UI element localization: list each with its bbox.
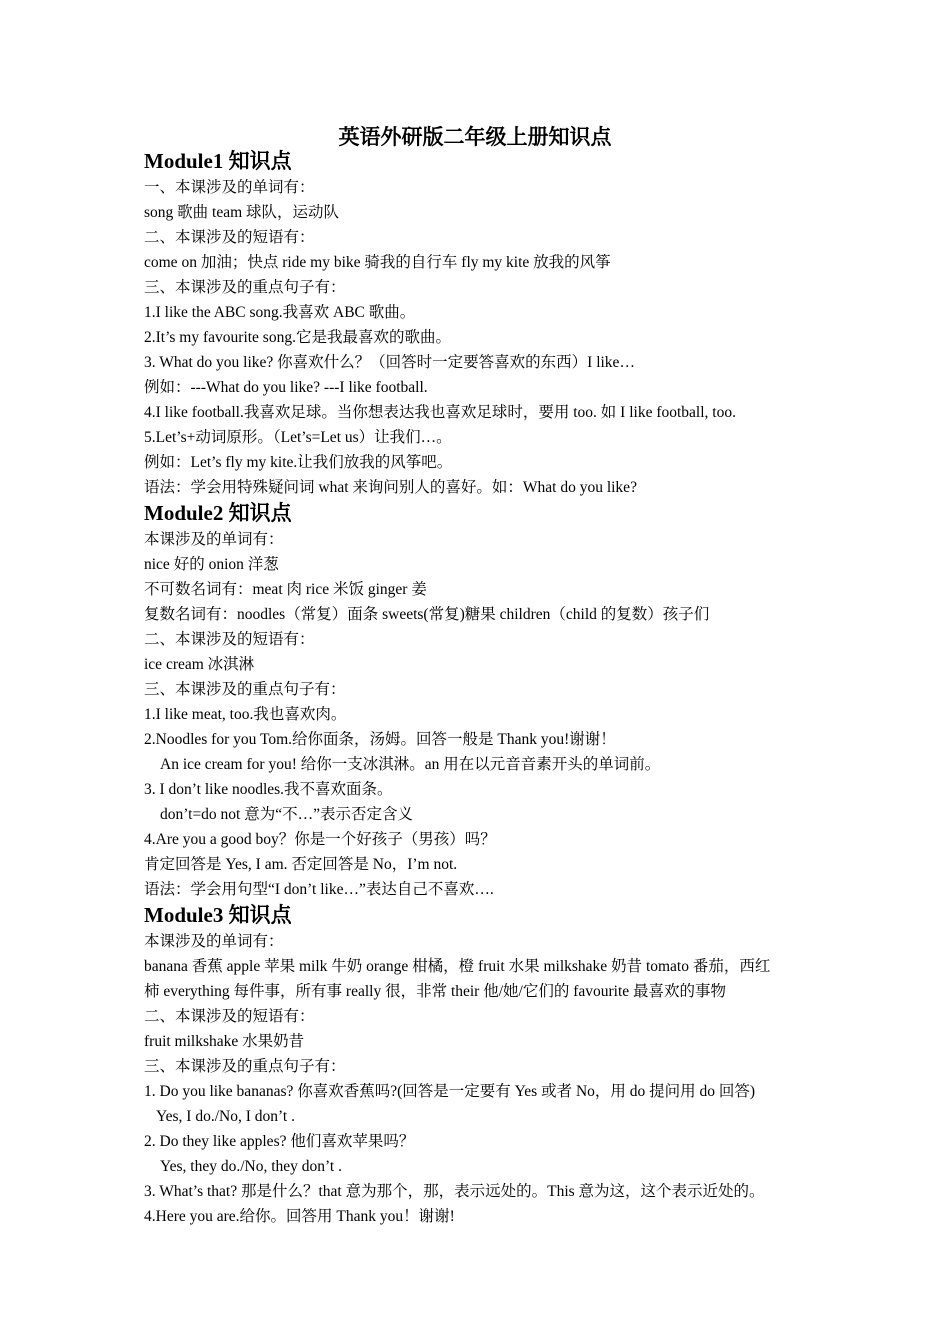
text-line: 复数名词有：noodles（常复）面条 sweets(常复)糖果 children（child 的复数）孩子们 [144, 606, 710, 623]
text-line: 一、本课涉及的单词有： [144, 179, 315, 196]
text-line: Yes, I do./No, I don’t . [156, 1108, 295, 1125]
text-line: An ice cream for you! 给你一支冰淇淋。an 用在以元音音素开头的单词前。 [160, 756, 661, 773]
text-line: 二、本课涉及的短语有： [144, 631, 315, 648]
text-line: 1.I like the ABC song.我喜欢 ABC 歌曲。 [144, 304, 416, 321]
text-line: 语法：学会用句型“I don’t like…”表达自己不喜欢…. [144, 881, 494, 898]
text-line: 例如：---What do you like? ---I like football. [144, 379, 428, 396]
text-line: 4.Are you a good boy？你是一个好孩子（男孩）吗？ [144, 831, 496, 848]
text-line: 本课涉及的单词有： [144, 933, 284, 950]
text-line: 肯定回答是 Yes, I am. 否定回答是 No，I’m not. [144, 856, 458, 873]
text-line: fruit milkshake 水果奶昔 [144, 1033, 305, 1050]
text-line: 4.I like football.我喜欢足球。当你想表达我也喜欢足球时，要用 too. 如 I like football, too. [144, 404, 736, 421]
text-line: Yes, they do./No, they don’t . [160, 1158, 342, 1175]
text-line: ice cream 冰淇淋 [144, 656, 255, 673]
text-line: song 歌曲 team 球队，运动队 [144, 204, 340, 221]
text-line: 三、本课涉及的重点句子有： [144, 1058, 346, 1075]
text-line: banana 香蕉 apple 苹果 milk 牛奶 orange 柑橘，橙 fruit 水果 milkshake 奶昔 tomato 番茄，西红 [144, 958, 771, 975]
module-heading: Module2 知识点 [144, 501, 292, 525]
text-line: 不可数名词有：meat 肉 rice 米饭 ginger 姜 [144, 581, 427, 598]
text-line: 2.Noodles for you Tom.给你面条，汤姆。回答一般是 Thank you!谢谢！ [144, 731, 616, 748]
text-line: 2.It’s my favourite song.它是我最喜欢的歌曲。 [144, 329, 451, 346]
module-section [144, 148, 824, 500]
text-line: 例如：Let’s fly my kite.让我们放我的风筝吧。 [144, 454, 453, 471]
text-line: 三、本课涉及的重点句子有： [144, 279, 346, 296]
text-line: 本课涉及的单词有： [144, 531, 284, 548]
module-section [144, 902, 824, 1229]
text-line: 1.I like meat, too.我也喜欢肉。 [144, 706, 347, 723]
text-line: 二、本课涉及的短语有： [144, 1008, 315, 1025]
text-line: 2. Do they like apples? 他们喜欢苹果吗？ [144, 1133, 415, 1150]
text-line: 1. Do you like bananas? 你喜欢香蕉吗?(回答是一定要有 Yes 或者 No，用 do 提问用 do 回答) [144, 1083, 756, 1100]
document-body [144, 148, 824, 1229]
text-line: 柿 everything 每件事，所有事 really 很，非常 their 他/她/它们的 favourite 最喜欢的事物 [144, 983, 727, 1000]
text-line: 三、本课涉及的重点句子有： [144, 681, 346, 698]
module-section [144, 500, 824, 902]
text-line: 3. What’s that? 那是什么？that 意为那个，那，表示远处的。This 意为这，这个表示近处的。 [144, 1183, 765, 1200]
text-line: come on 加油；快点 ride my bike 骑我的自行车 fly my kite 放我的风筝 [144, 254, 611, 271]
text-line: 3. What do you like? 你喜欢什么？（回答时一定要答喜欢的东西）I like… [144, 354, 635, 371]
module-heading: Module1 知识点 [144, 149, 292, 173]
text-line: nice 好的 onion 洋葱 [144, 556, 279, 573]
text-line: 语法：学会用特殊疑问词 what 来询问别人的喜好。如：What do you like? [144, 479, 637, 496]
text-line: don’t=do not 意为“不…”表示否定含义 [160, 806, 413, 823]
text-line: 二、本课涉及的短语有： [144, 229, 315, 246]
document-title: 英语外研版二年级上册知识点 [338, 125, 612, 149]
text-line: 3. I don’t like noodles.我不喜欢面条。 [144, 781, 393, 798]
text-line: 4.Here you are.给你。回答用 Thank you！谢谢! [144, 1208, 455, 1225]
module-heading: Module3 知识点 [144, 903, 292, 927]
text-line: 5.Let’s+动词原形。（Let’s=Let us）让我们…。 [144, 429, 452, 446]
